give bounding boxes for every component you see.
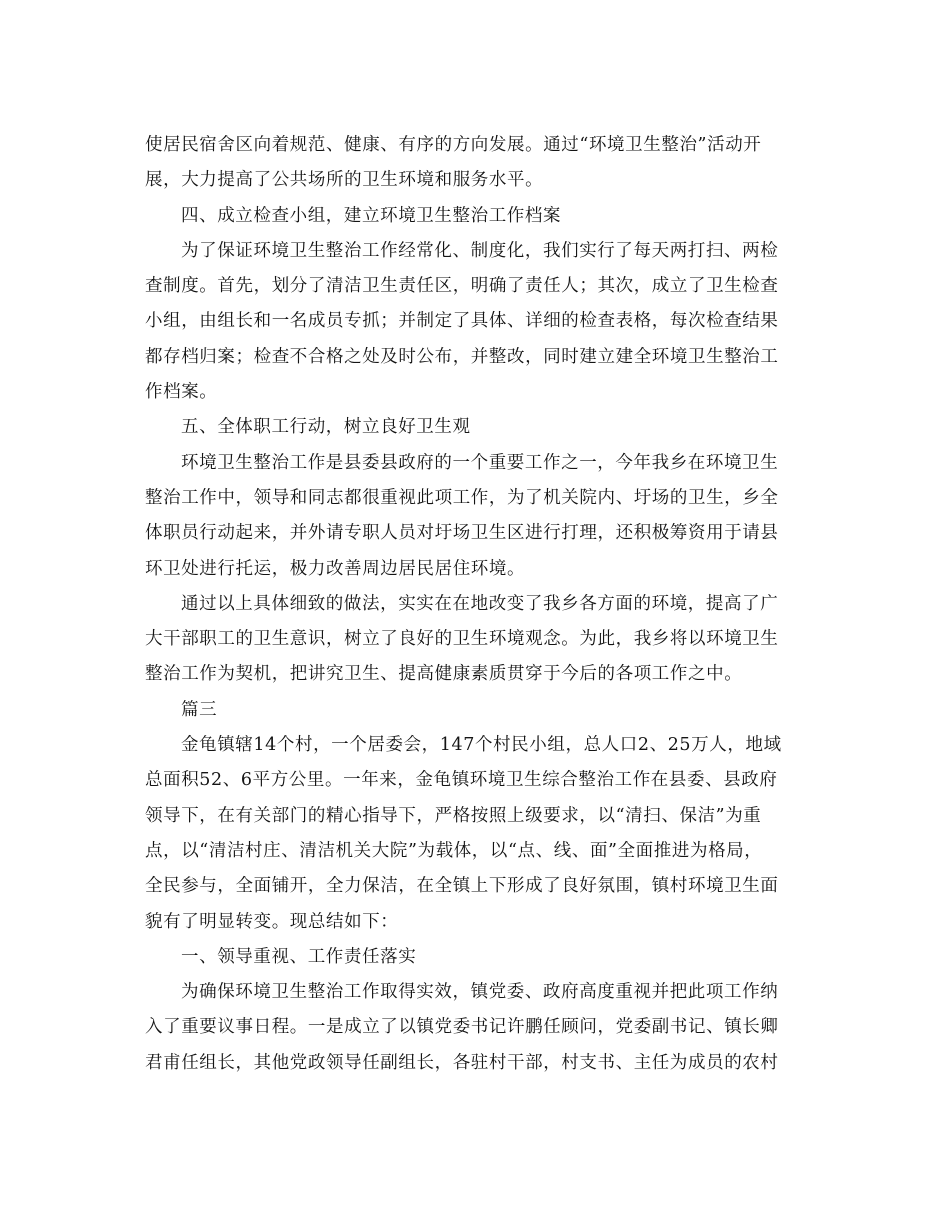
text-line: 一、领导重视、工作责任落实: [181, 946, 417, 967]
paragraph: [145, 975, 805, 1081]
text-line: 环卫处进行托运，极力改善周边居民居住环境。: [145, 558, 526, 579]
text-line: 大干部职工的卫生意识，树立了良好的卫生环境观念。为此，我乡将以环境卫生: [145, 629, 779, 650]
text-line: 体职员行动起来，并外请专职人员对圩场卫生区进行打理，还积极筹资用于请县: [145, 523, 779, 544]
text-line: 整治工作中，领导和同志都很重视此项工作，为了机关院内、圩场的卫生，乡全: [145, 487, 779, 508]
text-line: 貌有了明显转变。现总结如下：: [145, 911, 399, 932]
text-line: 都存档归案；检查不合格之处及时公布，并整改，同时建立建全环境卫生整治工: [145, 346, 779, 367]
text-line: 金龟镇辖14个村，一个居委会，147个村民小组，总人口2、25万人，地域: [181, 735, 782, 756]
text-line: 全民参与，全面铺开，全力保洁，在全镇上下形成了良好氛围，镇村环境卫生面: [145, 876, 779, 897]
text-line: 通过以上具体细致的做法，实实在在地改变了我乡各方面的环境，提高了广: [181, 593, 779, 614]
text-line: 为确保环境卫生整治工作取得实效，镇党委、政府高度重视并把此项工作纳: [181, 982, 779, 1003]
text-line: 小组，由组长和一名成员专抓；并制定了具体、详细的检查表格，每次检查结果: [145, 311, 779, 332]
text-line: 入了重要议事日程。一是成立了以镇党委书记许鹏任顾问，党委副书记、镇长卿: [145, 1017, 779, 1038]
paragraph: [145, 199, 805, 234]
text-line: 五、全体职工行动，树立良好卫生观: [181, 417, 471, 438]
paragraph: [145, 940, 805, 975]
paragraph: [145, 234, 805, 410]
paragraph: [145, 410, 805, 445]
text-line: 领导下，在有关部门的精心指导下，严格按照上级要求，以“清扫、保洁”为重: [145, 805, 762, 826]
paragraph: [145, 446, 805, 587]
text-line: 整治工作为契机，把讲究卫生、提高健康素质贯穿于今后的各项工作之中。: [145, 664, 743, 685]
text-line: 使居民宿舍区向着规范、健康、有序的方向发展。通过“环境卫生整治”活动开: [145, 135, 762, 155]
text-line: 展，大力提高了公共场所的卫生环境和服务水平。: [145, 170, 544, 191]
text-line: 篇三: [181, 699, 218, 720]
document-body: [145, 128, 805, 1081]
text-line: 环境卫生整治工作是县委县政府的一个重要工作之一，今年我乡在环境卫生: [181, 452, 779, 473]
text-line: 作档案。: [145, 382, 218, 403]
paragraph: [145, 728, 805, 940]
text-line: 四、成立检查小组，建立环境卫生整治工作档案: [181, 205, 562, 226]
text-line: 点，以“清洁村庄、清洁机关大院”为载体，以“点、线、面”全面推进为格局，: [145, 840, 763, 861]
text-line: 君甫任组长，其他党政领导任副组长，各驻村干部，村支书、主任为成员的农村: [145, 1052, 779, 1073]
text-line: 为了保证环境卫生整治工作经常化、制度化，我们实行了每天两打扫、两检: [181, 240, 779, 261]
paragraph: [145, 128, 805, 199]
paragraph: [145, 693, 805, 728]
text-line: 总面积52、6平方公里。一年来，金龟镇环境卫生综合整治工作在县委、县政府: [145, 770, 778, 791]
text-line: 查制度。首先，划分了清洁卫生责任区，明确了责任人；其次，成立了卫生检查: [145, 276, 779, 297]
paragraph: [145, 587, 805, 693]
